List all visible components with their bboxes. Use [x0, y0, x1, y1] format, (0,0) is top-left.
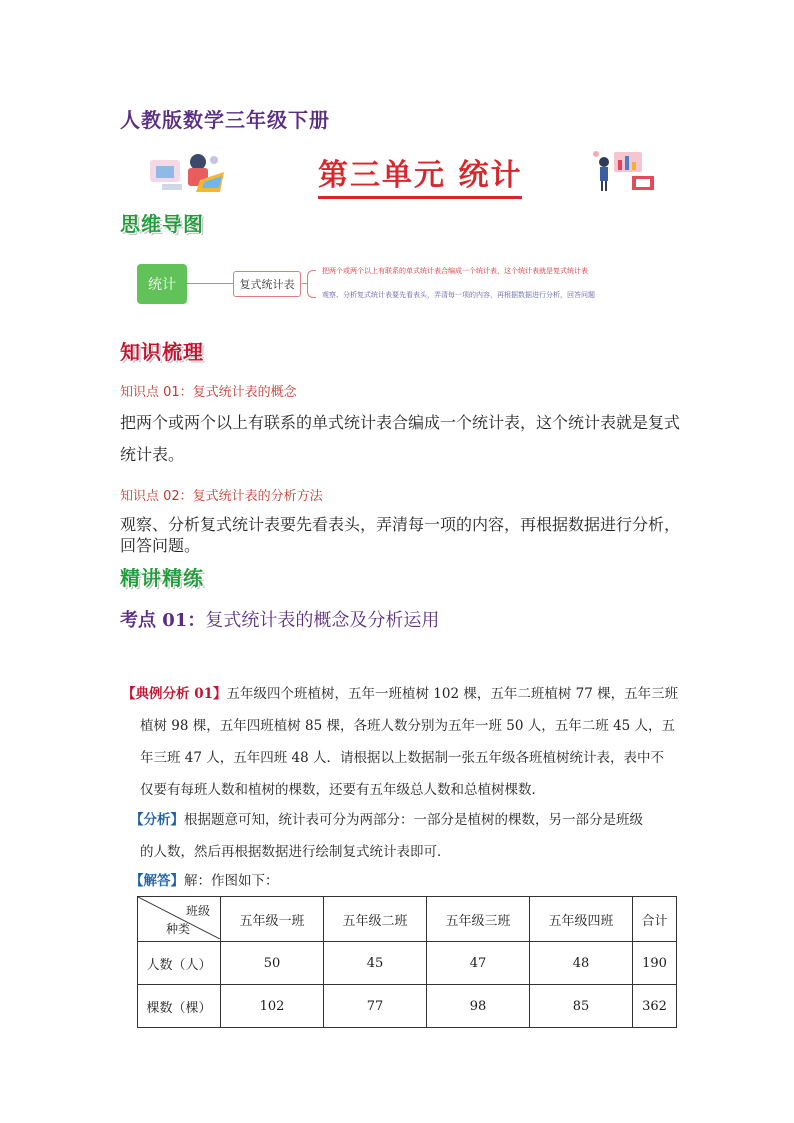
knowledge-point-title: 知识点 01：复式统计表的概念 [120, 385, 297, 400]
analysis-line [130, 805, 643, 836]
corner-bottom-label: 种类 [166, 922, 191, 936]
unit-title: 第三单元 统计 [318, 150, 522, 199]
statistics-illustration-icon [592, 148, 656, 192]
table-cell: 362 [633, 985, 677, 1028]
example-line: 仅要有每班人数和植树的棵数，还要有五年级总人数和总植树棵数． [140, 782, 545, 798]
mind-map-leaf: 把两个或两个以上有联系的单式统计表合编成一个统计表，这个统计表就是复式统计表 [322, 267, 588, 275]
table-cell: 77 [324, 985, 427, 1028]
knowledge-text: 回答问题。 [120, 536, 201, 555]
table-header: 合计 [633, 897, 677, 942]
table-corner-cell [138, 897, 221, 942]
mind-map-connector [187, 283, 233, 284]
table-header: 五年级四班 [530, 897, 633, 942]
mind-map-node: 复式统计表 [233, 271, 301, 297]
example-line: 植树 98 棵，五年四班植树 85 棵，各班人数分别为五年一班 50 人，五年二班 45 人，五 [140, 718, 676, 734]
table-header: 五年级二班 [324, 897, 427, 942]
analysis-line: 的人数，然后再根据数据进行绘制复式统计表即可． [140, 844, 451, 860]
table-row [138, 942, 677, 985]
example-tag: 【典例分析 01】 [122, 686, 227, 702]
book-title: 人教版数学三年级下册 [120, 108, 330, 132]
row-label: 人数（人） [138, 942, 221, 985]
example-line [122, 679, 678, 710]
mind-map-root: 统计 [137, 264, 187, 304]
table-header-row [138, 897, 677, 942]
example-line: 年三班 47 人，五年四班 48 人．请根据以上数据制一张五年级各班植树统计表，表中不 [140, 750, 665, 766]
knowledge-heading: 知识梳理 [120, 340, 204, 364]
corner-top-label: 班级 [185, 904, 210, 918]
table-cell: 45 [324, 942, 427, 985]
example-text: 五年级四个班植树，五年一班植树 102 棵，五年二班植树 77 棵，五年三班 [226, 686, 679, 702]
mind-map-heading: 思维导图 [120, 212, 204, 236]
table-cell: 48 [530, 942, 633, 985]
knowledge-text: 把两个或两个以上有联系的单式统计表合编成一个统计表，这个统计表就是复式 [120, 413, 681, 432]
table-row [138, 985, 677, 1028]
test-point-title [120, 606, 439, 632]
test-point-label: 考点 01： [120, 610, 206, 631]
answer-tag: 【解答】 [130, 873, 184, 889]
test-point-text: 复式统计表的概念及分析运用 [205, 610, 440, 631]
answer-text: 解：作图如下： [184, 873, 279, 889]
table-cell: 190 [633, 942, 677, 985]
practice-heading: 精讲精练 [120, 566, 204, 590]
table-cell: 102 [221, 985, 324, 1028]
row-label: 棵数（棵） [138, 985, 221, 1028]
analysis-text: 根据题意可知，统计表可分为两部分：一部分是植树的棵数，另一部分是班级 [184, 812, 643, 828]
analysis-tag: 【分析】 [130, 812, 184, 828]
table-header: 五年级三班 [427, 897, 530, 942]
mind-map-brace [307, 270, 316, 298]
statistics-table [137, 896, 677, 1028]
table-header: 五年级一班 [221, 897, 324, 942]
answer-line [130, 866, 279, 897]
table-cell: 47 [427, 942, 530, 985]
knowledge-text: 观察、分析复式统计表要先看表头，弄清每一项的内容，再根据数据进行分析， [120, 515, 681, 534]
table-cell: 50 [221, 942, 324, 985]
knowledge-point-title: 知识点 02：复式统计表的分析方法 [120, 489, 323, 504]
table-cell: 85 [530, 985, 633, 1028]
table-cell: 98 [427, 985, 530, 1028]
mind-map-leaf: 观察、分析复式统计表要先看表头，弄清每一项的内容，再根据数据进行分析，回答问题 [322, 291, 595, 299]
knowledge-text: 统计表。 [120, 445, 185, 464]
study-illustration-icon [148, 150, 226, 194]
